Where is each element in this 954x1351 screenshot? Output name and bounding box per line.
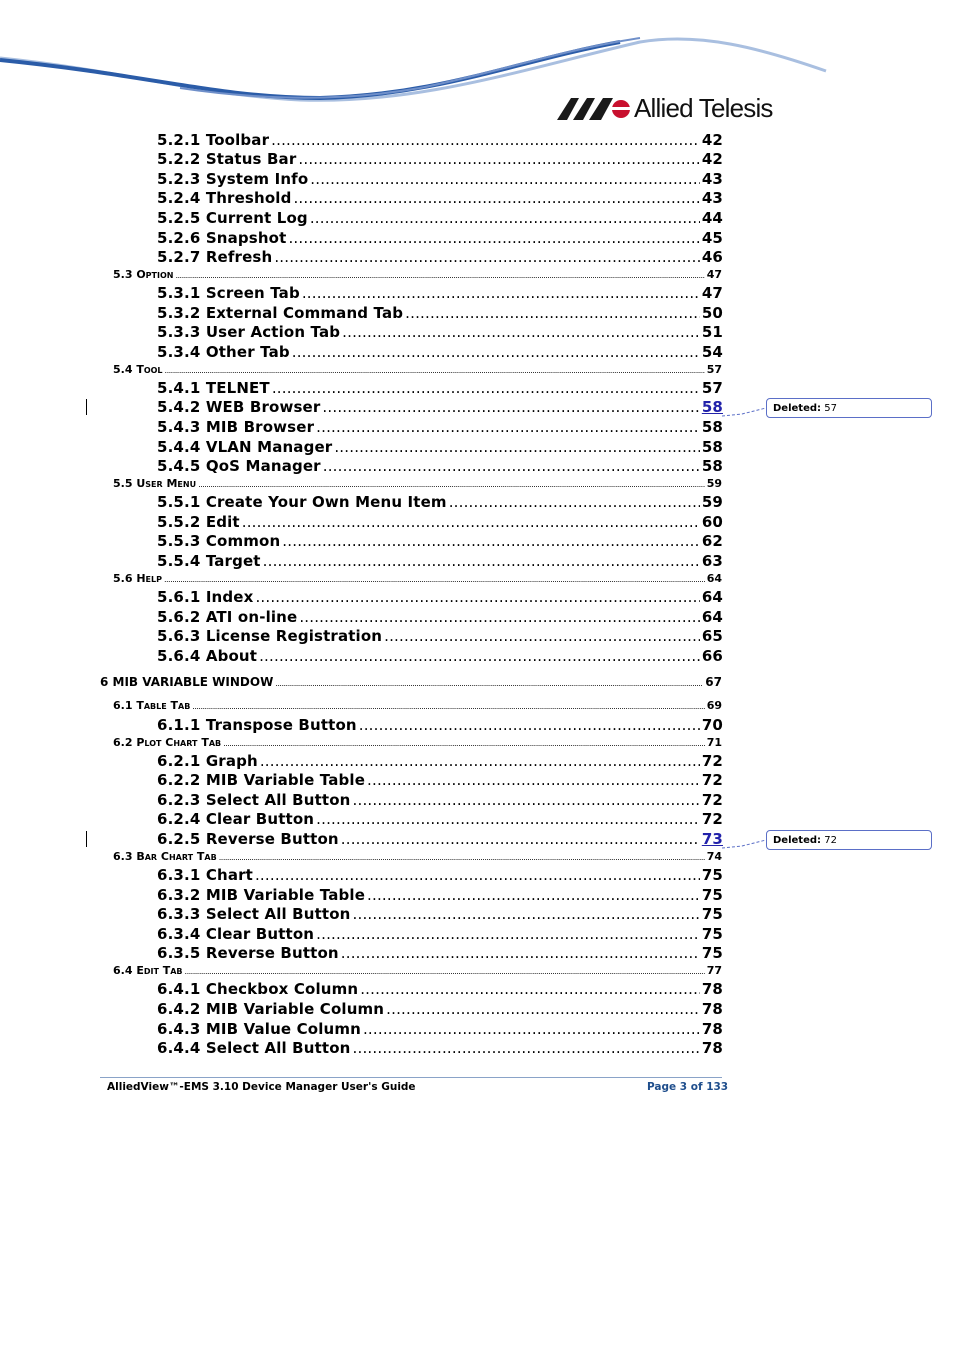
toc-entry-title: 6.3.2 MIB Variable Table <box>157 886 366 904</box>
toc-entry[interactable] <box>157 248 723 266</box>
toc-dot-leader <box>298 150 699 168</box>
toc-entry-title: 6.4.1 Checkbox Column <box>157 980 359 998</box>
toc-entry-page: 42 <box>701 131 723 149</box>
comment-label: Deleted: <box>773 835 822 846</box>
toc-entry-title: 6.4 Edit Tab <box>113 964 183 977</box>
toc-entry[interactable] <box>157 209 723 227</box>
toc-dot-leader <box>342 323 700 341</box>
toc-entry-title: 5.4.4 VLAN Manager <box>157 438 333 456</box>
toc-entry-page: 78 <box>701 980 723 998</box>
toc-dot-leader <box>299 608 700 626</box>
toc-dot-leader <box>360 980 700 998</box>
toc-entry[interactable] <box>157 457 723 475</box>
toc-entry-page: 57 <box>701 379 723 397</box>
toc-entry-page: 45 <box>701 229 723 247</box>
toc-entry-title: 6.2.2 MIB Variable Table <box>157 771 366 789</box>
toc-entry[interactable] <box>100 675 722 689</box>
toc-entry-page: 60 <box>701 513 723 531</box>
toc-dot-leader <box>185 967 705 976</box>
toc-dot-leader <box>263 552 700 570</box>
toc-entry[interactable] <box>157 608 723 626</box>
toc-dot-leader <box>271 131 700 149</box>
toc-dot-leader <box>272 379 700 397</box>
toc-entry[interactable] <box>157 627 723 645</box>
toc-entry-page: 46 <box>701 248 723 266</box>
toc-entry[interactable] <box>113 850 722 863</box>
toc-dot-leader <box>323 457 700 475</box>
revision-change-bar <box>86 831 87 847</box>
toc-entry[interactable] <box>113 268 722 281</box>
toc-entry-page: 77 <box>706 964 722 977</box>
toc-entry-title: 5.6.1 Index <box>157 588 254 606</box>
toc-dot-leader <box>405 304 700 322</box>
toc-entry[interactable] <box>157 1020 723 1038</box>
toc-entry-page: 72 <box>701 810 723 828</box>
toc-entry[interactable] <box>157 304 723 322</box>
toc-dot-leader <box>316 925 700 943</box>
comment-value: 72 <box>824 835 837 846</box>
footer-rule <box>100 1077 722 1078</box>
comment-value: 57 <box>824 403 837 414</box>
toc-entry-page: 58 <box>701 457 723 475</box>
toc-dot-leader <box>260 752 700 770</box>
toc-entry-page: 75 <box>701 944 723 962</box>
toc-dot-leader <box>322 398 699 416</box>
toc-dot-leader <box>223 739 705 748</box>
toc-dot-leader <box>316 418 700 436</box>
toc-entry-page: 44 <box>701 209 723 227</box>
toc-entry-page[interactable]: 58 <box>701 398 723 416</box>
toc-entry-title: 5.6 Help <box>113 572 162 585</box>
toc-entry-page: 42 <box>701 150 723 168</box>
toc-entry-title: 6.3.1 Chart <box>157 866 253 884</box>
toc-entry-page: 47 <box>701 284 723 302</box>
toc-dot-leader <box>255 866 700 884</box>
toc-entry-title: 6.3.3 Select All Button <box>157 905 351 923</box>
toc-entry-page: 43 <box>701 170 723 188</box>
toc-dot-leader <box>242 513 700 531</box>
toc-dot-leader <box>282 532 700 550</box>
toc-entry-title: 6.4.4 Select All Button <box>157 1039 351 1057</box>
toc-entry-page: 58 <box>701 418 723 436</box>
toc-entry-title: 6.4.2 MIB Variable Column <box>157 1000 385 1018</box>
toc-entry-page: 63 <box>701 552 723 570</box>
toc-entry-title: 5.3.3 User Action Tab <box>157 323 341 341</box>
toc-entry[interactable] <box>157 771 723 789</box>
toc-entry-title: 5.2.5 Current Log <box>157 209 308 227</box>
toc-entry-page: 51 <box>701 323 723 341</box>
toc-entry-title: 6.3.4 Clear Button <box>157 925 315 943</box>
toc-entry[interactable] <box>157 532 723 550</box>
toc-entry[interactable] <box>157 647 723 665</box>
toc-entry-title: 6.2.3 Select All Button <box>157 791 351 809</box>
toc-entry[interactable] <box>157 716 723 734</box>
toc-entry-title: 6.4.3 MIB Value Column <box>157 1020 361 1038</box>
toc-entry-title: 5.3 Option <box>113 268 174 281</box>
toc-entry-page: 67 <box>705 675 722 689</box>
toc-entry-title: 5.3.2 External Command Tab <box>157 304 404 322</box>
toc-entry-page: 50 <box>701 304 723 322</box>
toc-entry-page: 75 <box>701 886 723 904</box>
toc-dot-leader <box>165 366 705 375</box>
toc-dot-leader <box>175 271 704 280</box>
toc-entry[interactable] <box>157 866 723 884</box>
toc-entry-title: 6.2.5 Reverse Button <box>157 830 339 848</box>
toc-entry-title: 5.2.7 Refresh <box>157 248 273 266</box>
toc-entry[interactable] <box>157 438 723 456</box>
toc-dot-leader <box>164 575 705 584</box>
toc-entry[interactable] <box>157 886 723 904</box>
toc-entry-page: 69 <box>706 699 722 712</box>
toc-entry-page: 58 <box>701 438 723 456</box>
toc-entry-title: 5.5.3 Common <box>157 532 281 550</box>
toc-entry-title: 5.4.1 TELNET <box>157 379 270 397</box>
toc-entry-page: 65 <box>701 627 723 645</box>
toc-entry[interactable] <box>157 493 723 511</box>
toc-entry-title: 5.4.2 WEB Browser <box>157 398 321 416</box>
toc-entry-page: 75 <box>701 905 723 923</box>
comment-label: Deleted: <box>773 403 822 414</box>
toc-entry-title: 5.4 Tool <box>113 363 163 376</box>
allied-telesis-logo <box>557 93 779 126</box>
toc-dot-leader <box>353 905 700 923</box>
toc-entry-title: 6.2.4 Clear Button <box>157 810 315 828</box>
toc-entry-title: 6 MIB VARIABLE WINDOW <box>100 675 274 689</box>
comment-connector <box>722 838 768 850</box>
toc-entry[interactable] <box>113 477 722 490</box>
toc-entry[interactable] <box>157 791 723 809</box>
toc-entry-page: 75 <box>701 866 723 884</box>
toc-entry-page: 72 <box>701 791 723 809</box>
toc-dot-leader <box>367 886 700 904</box>
toc-entry-title: 5.4.3 MIB Browser <box>157 418 315 436</box>
toc-dot-leader <box>363 1020 700 1038</box>
toc-dot-leader <box>316 810 700 828</box>
toc-entry-page: 78 <box>701 1020 723 1038</box>
toc-entry-title: 5.3.1 Screen Tab <box>157 284 300 302</box>
toc-entry-title: 6.3 Bar Chart Tab <box>113 850 217 863</box>
toc-entry-title: 6.1 Table Tab <box>113 699 191 712</box>
toc-entry[interactable] <box>157 905 723 923</box>
comment-balloon-deleted-72[interactable] <box>766 830 932 850</box>
toc-entry[interactable] <box>157 284 723 302</box>
toc-entry-page: 64 <box>701 608 723 626</box>
toc-entry[interactable] <box>157 398 723 416</box>
toc-dot-leader <box>359 716 700 734</box>
toc-entry-page: 74 <box>706 850 722 863</box>
toc-entry[interactable] <box>113 699 722 712</box>
toc-entry-page: 47 <box>706 268 722 281</box>
toc-dot-leader <box>386 1000 700 1018</box>
toc-entry-page: 54 <box>701 343 723 361</box>
toc-entry[interactable] <box>157 379 723 397</box>
footer-document-title: AlliedView™-EMS 3.10 Device Manager User's Guide <box>107 1081 416 1093</box>
toc-entry[interactable] <box>157 418 723 436</box>
toc-entry-page: 75 <box>701 925 723 943</box>
toc-entry-page: 43 <box>701 189 723 207</box>
toc-entry-title: 5.6.2 ATI on-line <box>157 608 298 626</box>
toc-entry[interactable] <box>157 1039 723 1057</box>
toc-entry-page: 62 <box>701 532 723 550</box>
toc-entry-page: 64 <box>701 588 723 606</box>
toc-entry[interactable] <box>157 588 723 606</box>
toc-dot-leader <box>198 480 705 489</box>
toc-dot-leader <box>275 679 703 688</box>
toc-dot-leader <box>341 830 700 848</box>
toc-entry-page: 70 <box>701 716 723 734</box>
toc-dot-leader <box>334 438 699 456</box>
toc-entry-page[interactable]: 73 <box>701 830 723 848</box>
toc-entry-title: 5.5.2 Edit <box>157 513 240 531</box>
toc-entry[interactable] <box>157 189 723 207</box>
toc-entry[interactable] <box>157 925 723 943</box>
toc-entry-title: 5.2.4 Threshold <box>157 189 292 207</box>
toc-entry-page: 78 <box>701 1000 723 1018</box>
toc-entry[interactable] <box>157 830 723 848</box>
toc-entry-title: 5.5.4 Target <box>157 552 261 570</box>
comment-balloon-deleted-57[interactable] <box>766 398 932 418</box>
toc-entry-page: 78 <box>701 1039 723 1057</box>
toc-dot-leader <box>255 588 699 606</box>
toc-entry[interactable] <box>157 170 723 188</box>
comment-connector <box>722 406 768 418</box>
logo-mark-icon <box>557 98 631 122</box>
toc-dot-leader <box>302 284 700 302</box>
revision-change-bar <box>86 399 87 415</box>
toc-dot-leader <box>288 229 699 247</box>
toc-entry-page: 71 <box>706 736 722 749</box>
toc-entry[interactable] <box>113 572 722 585</box>
toc-entry-title: 6.1.1 Transpose Button <box>157 716 357 734</box>
logo-text: Allied Telesis <box>634 93 773 123</box>
toc-entry[interactable] <box>157 131 723 149</box>
toc-entry-title: 6.2 Plot Chart Tab <box>113 736 222 749</box>
toc-dot-leader <box>274 248 700 266</box>
toc-dot-leader <box>310 209 700 227</box>
toc-dot-leader <box>293 189 699 207</box>
toc-dot-leader <box>353 1039 700 1057</box>
toc-entry-title: 5.2.6 Snapshot <box>157 229 287 247</box>
toc-entry-title: 5.2.2 Status Bar <box>157 150 297 168</box>
toc-dot-leader <box>310 170 700 188</box>
toc-dot-leader <box>219 853 705 862</box>
toc-entry-title: 5.6.3 License Registration <box>157 627 383 645</box>
toc-entry-page: 64 <box>706 572 722 585</box>
toc-entry[interactable] <box>157 552 723 570</box>
toc-dot-leader <box>341 944 700 962</box>
toc-entry[interactable] <box>157 980 723 998</box>
toc-entry-page: 72 <box>701 771 723 789</box>
toc-entry[interactable] <box>113 736 722 749</box>
toc-dot-leader <box>367 771 700 789</box>
toc-dot-leader <box>384 627 700 645</box>
toc-entry-title: 5.4.5 QoS Manager <box>157 457 321 475</box>
toc-entry-title: 5.3.4 Other Tab <box>157 343 290 361</box>
toc-dot-leader <box>292 343 700 361</box>
footer-page-number: Page 3 of 133 <box>647 1081 729 1093</box>
toc-entry[interactable] <box>157 944 723 962</box>
toc-entry[interactable] <box>157 752 723 770</box>
toc-dot-leader <box>259 647 700 665</box>
toc-entry[interactable] <box>157 513 723 531</box>
toc-dot-leader <box>192 702 704 711</box>
toc-entry-title: 5.2.3 System Info <box>157 170 309 188</box>
toc-entry-title: 5.2.1 Toolbar <box>157 131 270 149</box>
toc-entry[interactable] <box>157 343 723 361</box>
toc-entry[interactable] <box>113 363 722 376</box>
toc-entry[interactable] <box>157 1000 723 1018</box>
toc-entry[interactable] <box>157 229 723 247</box>
toc-entry-title: 6.2.1 Graph <box>157 752 258 770</box>
toc-entry-title: 5.6.4 About <box>157 647 258 665</box>
toc-entry[interactable] <box>157 323 723 341</box>
toc-dot-leader <box>353 791 700 809</box>
toc-entry[interactable] <box>157 810 723 828</box>
toc-dot-leader <box>449 493 700 511</box>
toc-entry-title: 5.5 User Menu <box>113 477 197 490</box>
toc-entry-page: 59 <box>706 477 722 490</box>
toc-entry-page: 72 <box>701 752 723 770</box>
toc-entry-page: 57 <box>706 363 722 376</box>
toc-entry-title: 5.5.1 Create Your Own Menu Item <box>157 493 447 511</box>
toc-entry[interactable] <box>157 150 723 168</box>
toc-entry-title: 6.3.5 Reverse Button <box>157 944 339 962</box>
header-swoosh <box>0 30 954 110</box>
toc-entry-page: 66 <box>701 647 723 665</box>
toc-entry-page: 59 <box>701 493 723 511</box>
toc-entry[interactable] <box>113 964 722 977</box>
